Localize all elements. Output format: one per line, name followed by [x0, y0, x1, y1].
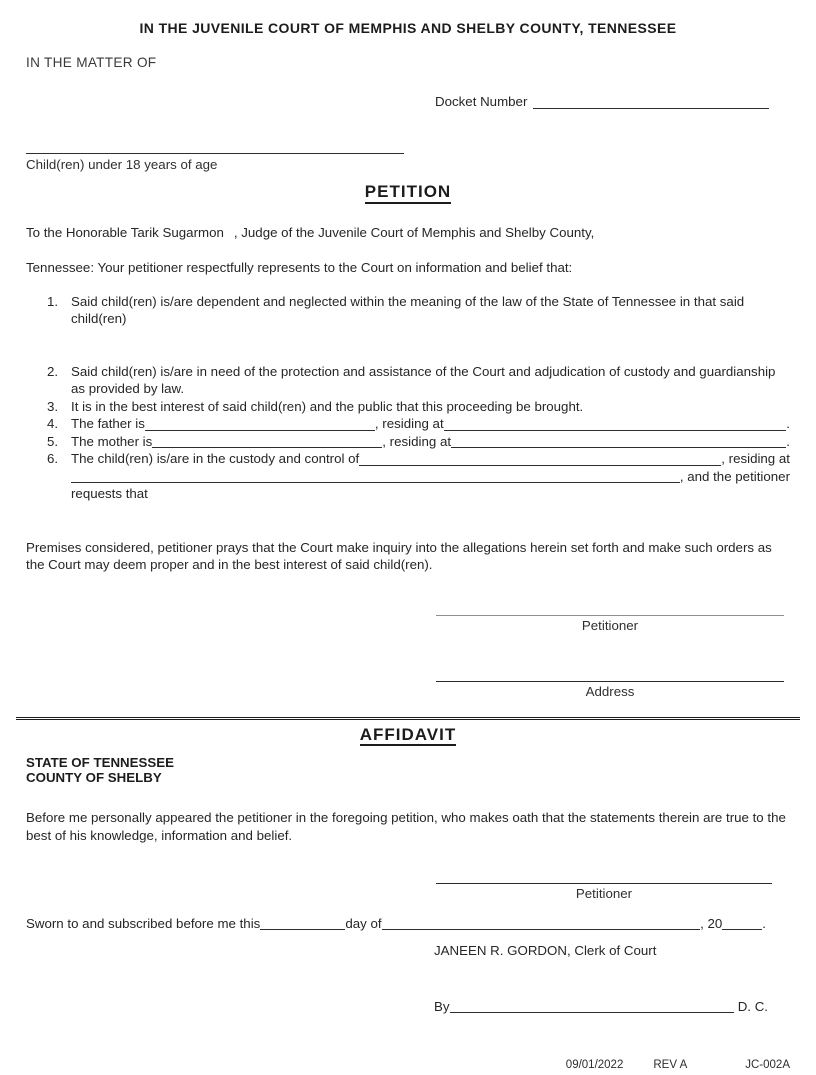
prayer-paragraph: Premises considered, petitioner prays that the Court make inquiry into the allegations herein set forth and make such orders as the Court may deem proper and in the best interest of said child(ren).	[26, 539, 772, 572]
sworn-year-field[interactable]	[722, 926, 762, 930]
sworn-statement-row	[26, 915, 766, 933]
sworn-mid: day of	[345, 915, 382, 931]
deputy-clerk-label: D. C.	[737, 998, 768, 1014]
footer-form-number: JC-002A	[745, 1059, 790, 1071]
address-label: Address	[585, 684, 635, 699]
matter-of-label: IN THE MATTER OF	[26, 54, 157, 70]
list-item-4	[26, 415, 790, 433]
children-names-field[interactable]	[26, 141, 404, 154]
by-label: By	[434, 998, 450, 1014]
footer-date: 09/01/2022	[565, 1059, 624, 1071]
petition-items	[26, 293, 790, 503]
petitioner-signature-block	[436, 604, 784, 635]
custodian-name-field[interactable]	[359, 462, 721, 466]
list-item-2	[26, 363, 790, 398]
item-6-mid: , residing at	[721, 451, 790, 466]
item-6-body	[71, 450, 790, 503]
item-5-row	[71, 433, 790, 451]
item-6-prefix: The child(ren) is/are in the custody and control of	[71, 451, 360, 466]
item-4-row	[71, 415, 790, 433]
item-5-number: 5.	[47, 433, 59, 449]
section-divider	[16, 717, 800, 720]
address-field[interactable]	[436, 670, 784, 682]
item-6-number: 6.	[47, 451, 59, 466]
sworn-period: .	[762, 915, 766, 931]
custodian-address-field[interactable]	[71, 479, 680, 483]
item-4-number: 4.	[47, 416, 59, 431]
court-title: IN THE JUVENILE COURT OF MEMPHIS AND SHELBY COUNTY, TENNESSEE	[139, 20, 677, 36]
sworn-month-field[interactable]	[382, 926, 701, 930]
by-signature-field[interactable]	[450, 1009, 734, 1013]
state-line: STATE OF TENNESSEE	[26, 755, 175, 770]
venue-block	[26, 756, 790, 785]
item-4-end: .	[786, 416, 790, 431]
petition-heading-wrap	[26, 183, 790, 204]
affidavit-heading: AFFIDAVIT	[360, 726, 457, 747]
sworn-year-prefix: , 20	[700, 915, 723, 931]
footer-revision: REV A	[653, 1059, 688, 1071]
salutation	[26, 224, 790, 242]
affidavit-petitioner-signature-block	[436, 872, 772, 903]
item-1-number: 1.	[47, 293, 59, 309]
mother-name-field[interactable]	[152, 444, 382, 448]
item-3-number: 3.	[47, 398, 59, 414]
petitioner-signature-field[interactable]	[436, 604, 784, 616]
mother-address-field[interactable]	[451, 444, 786, 448]
salutation-suffix: , Judge of the Juvenile Court of Memphis and Shelby County,	[233, 224, 595, 240]
affidavit-heading-wrap	[26, 726, 790, 747]
salutation-prefix: To the Honorable	[26, 224, 128, 240]
item-2-text: Said child(ren) is/are in need of the protection and assistance of the Court and adjudication of custody and guardianship as provided by law.	[71, 363, 776, 396]
affidavit-body: Before me personally appeared the petitioner in the foregoing petition, who makes oath that the statements therein are true to the best of his knowledge, information and belief.	[26, 810, 786, 843]
item-4-prefix: The father is	[71, 416, 145, 431]
petition-intro: Tennessee: Your petitioner respectfully represents to the Court on information and belief that:	[26, 260, 573, 275]
item-6-cont: , and the petitioner	[679, 468, 790, 484]
form-footer	[26, 1057, 790, 1075]
item-4-mid: , residing at	[374, 416, 444, 431]
judge-name: Tarik Sugarmon	[130, 224, 224, 240]
children-caption: Child(ren) under 18 years of age	[26, 156, 218, 172]
by-signature-row	[434, 998, 768, 1016]
petition-heading: PETITION	[365, 183, 451, 204]
sworn-day-field[interactable]	[260, 926, 345, 930]
item-5-end: .	[786, 433, 790, 449]
list-item-5	[26, 433, 790, 451]
affidavit-petitioner-label: Petitioner	[575, 886, 633, 901]
father-name-field[interactable]	[145, 427, 375, 431]
list-item-6	[26, 450, 790, 503]
sworn-prefix: Sworn to and subscribed before me this	[26, 915, 261, 931]
docket-number-field[interactable]	[533, 105, 769, 109]
children-names-block	[26, 141, 404, 174]
item-2-number: 2.	[47, 363, 59, 379]
affidavit-petitioner-signature-field[interactable]	[436, 872, 772, 884]
list-item-1	[26, 293, 790, 363]
item-3-text: It is in the best interest of said child(ren) and the public that this proceeding be brought.	[71, 398, 584, 414]
item-6-row-2	[71, 468, 790, 486]
item-6-row-1	[71, 450, 790, 468]
docket-number-row	[435, 93, 769, 111]
father-address-field[interactable]	[444, 427, 787, 431]
item-5-prefix: The mother is	[71, 433, 153, 449]
address-block	[436, 670, 784, 701]
item-5-mid: , residing at	[382, 433, 452, 449]
item-1-text: Said child(ren) is/are dependent and neglected within the meaning of the law of the State of Tennessee in that said child(ren)	[71, 293, 745, 326]
list-item-3	[26, 398, 790, 416]
docket-number-label: Docket Number	[435, 94, 528, 109]
clerk-name: JANEEN R. GORDON, Clerk of Court	[434, 943, 657, 958]
petitioner-signature-label: Petitioner	[581, 617, 639, 633]
county-line: COUNTY OF SHELBY	[26, 769, 162, 785]
item-6-tail: requests that	[71, 486, 148, 501]
